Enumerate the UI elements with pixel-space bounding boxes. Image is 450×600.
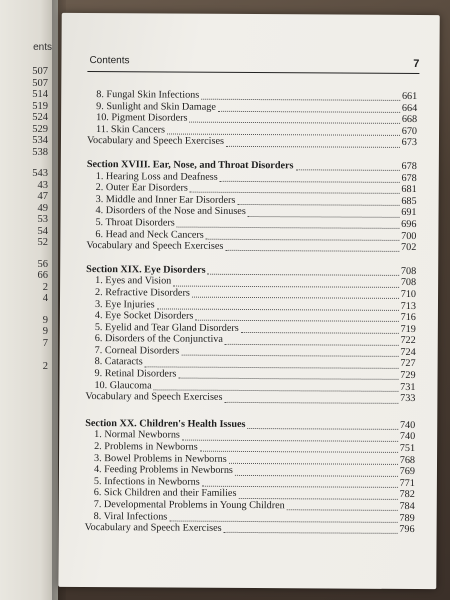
left-facing-page bbox=[0, 0, 58, 600]
dot-leader bbox=[296, 162, 400, 172]
toc-entry-title: 4. Eye Socket Disorders bbox=[94, 310, 194, 322]
toc-entry-page: 727 bbox=[400, 358, 416, 370]
dot-leader bbox=[189, 114, 399, 124]
page-number: 7 bbox=[413, 57, 420, 71]
toc-entry bbox=[86, 240, 416, 254]
dot-leader bbox=[226, 138, 400, 148]
section-page: 708 bbox=[400, 265, 417, 277]
dot-leader bbox=[208, 266, 399, 276]
toc-entry-title: 2. Refractive Disorders bbox=[95, 286, 190, 299]
toc-entry-page: 702 bbox=[401, 242, 417, 254]
toc-entry-page: 751 bbox=[399, 442, 416, 455]
toc-entry bbox=[85, 522, 415, 536]
dot-leader bbox=[225, 242, 399, 252]
dot-leader bbox=[157, 300, 399, 310]
toc-entry-title: 4. Feeding Problems in Newborns bbox=[93, 464, 233, 477]
toc-entry-page: 710 bbox=[400, 288, 417, 300]
left-page-number: 524 bbox=[32, 112, 48, 123]
left-page-number: 4 bbox=[42, 293, 48, 304]
toc-entry-page: 708 bbox=[400, 277, 417, 289]
dot-leader bbox=[237, 196, 399, 206]
toc-entry-title: Vocabulary and Speech Exercises bbox=[85, 391, 223, 404]
toc-entry-page: 796 bbox=[399, 524, 415, 536]
toc-entry-page: 789 bbox=[399, 512, 415, 524]
left-page-number: 507 bbox=[32, 66, 48, 77]
toc-entry-page: 782 bbox=[399, 489, 415, 501]
toc-entry bbox=[85, 391, 415, 405]
toc-entry-title: 9. Sunlight and Skin Damage bbox=[96, 100, 216, 113]
page-header bbox=[87, 55, 419, 74]
toc-entry-title: 8. Viral Infections bbox=[93, 510, 168, 523]
toc-entry-page: 681 bbox=[401, 184, 417, 196]
dot-leader bbox=[178, 370, 398, 380]
toc-entry-page: 700 bbox=[401, 230, 417, 242]
left-page-number: 534 bbox=[32, 135, 48, 146]
section-title: Section XX. Children's Health Issues bbox=[85, 417, 246, 430]
left-page-number: 543 bbox=[32, 168, 48, 179]
dot-leader bbox=[190, 184, 400, 194]
toc-entry-page: 722 bbox=[400, 335, 416, 347]
toc-entry-page: 784 bbox=[399, 500, 415, 513]
toc-entry-page: 768 bbox=[399, 454, 416, 466]
toc-entry-title: 6. Sick Children and their Families bbox=[93, 487, 237, 500]
toc-entry-page: 685 bbox=[401, 195, 417, 207]
toc-entry-title: 5. Throat Disorders bbox=[95, 216, 175, 229]
dot-leader bbox=[201, 91, 400, 101]
toc-entry-page: 668 bbox=[401, 114, 418, 126]
dot-leader bbox=[238, 490, 397, 500]
toc-entry-page: 661 bbox=[401, 90, 418, 103]
dot-leader bbox=[229, 455, 398, 465]
toc-entry-title: 8. Cataracts bbox=[94, 356, 143, 368]
dot-leader bbox=[224, 524, 398, 534]
dot-leader bbox=[206, 231, 399, 241]
dot-leader bbox=[235, 466, 398, 476]
toc-entry-title: 5. Infections in Newborns bbox=[93, 475, 200, 488]
toc-entry-page: 740 bbox=[399, 431, 416, 443]
left-page-number: 2 bbox=[42, 281, 48, 293]
left-page-number: 53 bbox=[37, 214, 48, 225]
dot-leader bbox=[225, 335, 399, 345]
left-page-number: 538 bbox=[32, 146, 48, 158]
toc-entry-title: Vocabulary and Speech Exercises bbox=[86, 135, 225, 148]
dot-leader bbox=[287, 502, 398, 512]
toc-entry-page: 696 bbox=[401, 218, 417, 230]
dot-leader bbox=[241, 324, 399, 334]
toc-entry-title: 9. Retinal Disorders bbox=[94, 368, 177, 380]
toc-entry-page: 691 bbox=[401, 207, 417, 219]
section-page: 740 bbox=[399, 419, 416, 431]
left-page-number: 52 bbox=[37, 237, 48, 248]
left-page-number: 507 bbox=[32, 77, 48, 89]
left-page-number bbox=[0, 349, 48, 361]
dot-leader bbox=[192, 289, 399, 299]
dot-leader bbox=[248, 420, 398, 430]
toc-entry-title: 1. Hearing Loss and Deafness bbox=[95, 170, 218, 183]
section-title: Section XVIII. Ear, Nose, and Throat Disorders bbox=[86, 158, 294, 172]
dot-leader bbox=[220, 173, 400, 183]
toc-entry-title: 10. Glaucoma bbox=[94, 379, 152, 392]
toc-entry-title: 2. Outer Ear Disorders bbox=[95, 182, 188, 194]
toc-entry-title: Vocabulary and Speech Exercises bbox=[84, 522, 222, 535]
toc-entry-title: 7. Developmental Problems in Young Children bbox=[93, 499, 285, 512]
left-page-number: 49 bbox=[37, 202, 48, 214]
left-page-number: 514 bbox=[32, 89, 48, 100]
toc-entry-page: 733 bbox=[400, 393, 416, 405]
toc-entry-title: 8. Fungal Skin Infections bbox=[96, 89, 200, 101]
left-page-numbers bbox=[0, 66, 48, 372]
left-page-number: 529 bbox=[32, 123, 48, 135]
toc-entry-title: 3. Bowel Problems in Newborns bbox=[94, 452, 227, 465]
dot-leader bbox=[200, 443, 398, 453]
toc-entry-page: 731 bbox=[400, 381, 416, 393]
left-page-number: 56 bbox=[37, 258, 48, 270]
toc-entry-title: 4. Disorders of the Nose and Sinuses bbox=[95, 205, 246, 218]
toc-entry bbox=[87, 135, 417, 149]
dot-leader bbox=[169, 512, 397, 522]
toc-entry-title: 6. Head and Neck Cancers bbox=[95, 228, 204, 241]
toc-entry-title: 3. Eye Injuries bbox=[94, 298, 155, 310]
dot-leader bbox=[182, 431, 398, 441]
toc-entry-page: 713 bbox=[400, 300, 417, 312]
dot-leader bbox=[202, 478, 398, 488]
dot-leader bbox=[145, 358, 399, 369]
dot-leader bbox=[173, 277, 399, 287]
dot-leader bbox=[248, 208, 400, 218]
table-of-contents bbox=[85, 89, 418, 536]
left-page-number: 54 bbox=[37, 225, 48, 237]
dot-leader bbox=[177, 219, 399, 229]
toc-entry-title: 7. Corneal Disorders bbox=[94, 344, 180, 357]
toc-entry-page: 771 bbox=[399, 477, 415, 489]
left-page-number: 43 bbox=[37, 179, 48, 191]
toc-entry-title: 3. Middle and Inner Ear Disorders bbox=[95, 193, 236, 206]
toc-entry-title: 1. Normal Newborns bbox=[94, 429, 180, 442]
toc-entry-title: 1. Eyes and Vision bbox=[95, 275, 172, 287]
dot-leader bbox=[167, 126, 400, 136]
toc-entry-page: 716 bbox=[400, 312, 416, 324]
left-page-title: ents bbox=[33, 42, 52, 53]
toc-entry-page: 673 bbox=[401, 137, 418, 149]
section-page: 678 bbox=[401, 160, 417, 172]
left-page-number: 9 bbox=[42, 326, 48, 337]
left-page-number: 9 bbox=[42, 314, 48, 326]
toc-entry-page: 729 bbox=[400, 369, 416, 382]
left-page-number: 47 bbox=[37, 191, 48, 202]
toc-entry-title: 5. Eyelid and Tear Gland Disorders bbox=[94, 321, 239, 334]
toc-entry-page: 724 bbox=[400, 346, 416, 358]
dot-leader bbox=[218, 103, 400, 113]
contents-page bbox=[58, 13, 439, 589]
toc-entry-page: 664 bbox=[401, 102, 418, 114]
toc-entry-page: 719 bbox=[400, 323, 416, 335]
dot-leader bbox=[181, 347, 398, 357]
toc-entry-page: 769 bbox=[399, 466, 415, 478]
toc-entry-title: 11. Skin Cancers bbox=[96, 123, 166, 136]
toc-entry-title: 6. Disorders of the Conjunctiva bbox=[94, 333, 223, 346]
left-page-number: 7 bbox=[42, 337, 48, 349]
dot-leader bbox=[154, 381, 399, 391]
left-page-number: 519 bbox=[32, 100, 48, 112]
dot-leader bbox=[224, 393, 398, 403]
toc-entry-page: 670 bbox=[401, 125, 418, 137]
section-title: Section XIX. Eye Disorders bbox=[86, 263, 206, 276]
toc-entry-title: 2. Problems in Newborns bbox=[94, 441, 198, 453]
left-page-number: 66 bbox=[37, 270, 48, 281]
left-page-number: 2 bbox=[42, 360, 48, 372]
toc-entry-title: 10. Pigment Disorders bbox=[96, 112, 188, 124]
toc-entry-title: Vocabulary and Speech Exercises bbox=[86, 240, 224, 252]
dot-leader bbox=[195, 312, 398, 322]
page-title: Contents bbox=[89, 55, 130, 67]
toc-entry-page: 678 bbox=[401, 172, 417, 184]
